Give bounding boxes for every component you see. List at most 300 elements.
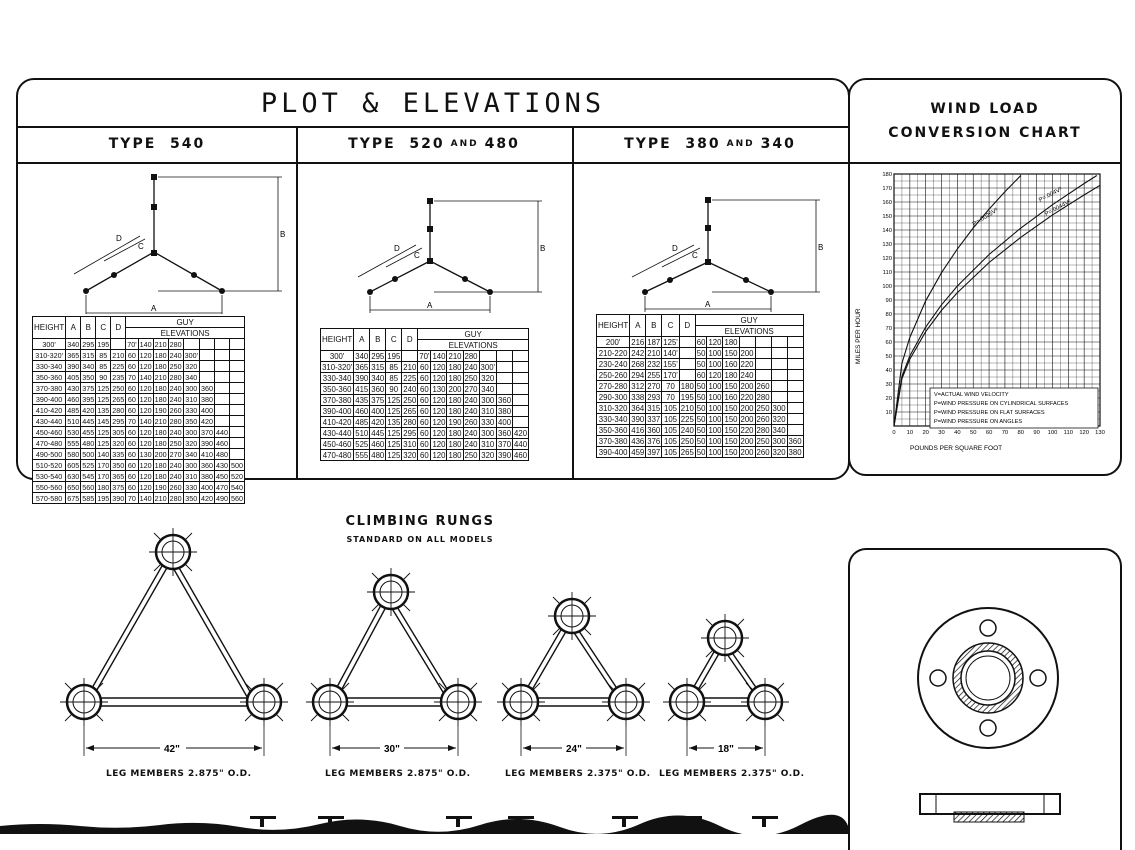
table-cell: 200 bbox=[740, 348, 754, 358]
table-cell: 310 bbox=[403, 439, 417, 449]
table-row bbox=[321, 351, 529, 362]
flange-top-view bbox=[918, 608, 1058, 748]
table-cell: 580 bbox=[67, 449, 80, 459]
table-cell bbox=[513, 373, 529, 384]
table-cell: 120 bbox=[139, 460, 152, 470]
table-cell: 380 bbox=[200, 394, 213, 404]
y-tick-label: 50 bbox=[885, 354, 892, 360]
col-d: D bbox=[679, 315, 695, 337]
height-cell: 330-340 bbox=[33, 361, 66, 372]
height-cell: 390-400 bbox=[321, 406, 354, 417]
table-cell: 120 bbox=[432, 417, 446, 427]
height-cell: 370-380 bbox=[597, 436, 630, 447]
rungs-subtitle: STANDARD ON ALL MODELS bbox=[346, 535, 494, 544]
table-cell: 460 bbox=[514, 450, 528, 460]
table-cell bbox=[787, 337, 803, 348]
table-cell: 100 bbox=[708, 348, 722, 358]
table-cell: 280 bbox=[169, 416, 182, 426]
type-prefix: TYPE bbox=[624, 136, 672, 152]
table-cell: 120 bbox=[432, 450, 446, 460]
table-cell: 280 bbox=[756, 392, 770, 402]
table-cell: 420 bbox=[514, 428, 528, 438]
table-cell: 145 bbox=[97, 416, 110, 426]
table-cell: 340 bbox=[355, 351, 369, 361]
table-cell: 60 bbox=[418, 428, 431, 439]
table-cell: 330 bbox=[183, 482, 199, 493]
table-cell bbox=[229, 339, 244, 350]
table-cell: 500 bbox=[230, 460, 243, 470]
table-cell: 390 bbox=[355, 373, 369, 383]
table-cell: 390 bbox=[200, 438, 213, 448]
height-cell: 350-360 bbox=[321, 384, 354, 395]
type-model-2: 480 bbox=[484, 136, 520, 152]
table-cell: 410 bbox=[200, 449, 213, 459]
table-cell: 300 bbox=[183, 460, 199, 471]
table-cell: 540 bbox=[230, 482, 243, 492]
table-cell: 390 bbox=[112, 493, 125, 503]
height-cell: 470-480 bbox=[33, 438, 66, 449]
dim-b-label: B bbox=[540, 244, 546, 253]
table-cell: 310 bbox=[183, 471, 199, 482]
table-row bbox=[33, 416, 245, 427]
table-cell: 490 bbox=[215, 493, 228, 503]
guy-table-540 bbox=[32, 316, 245, 504]
table-cell: 380 bbox=[788, 447, 802, 457]
table-row bbox=[597, 447, 804, 458]
table-cell: 210 bbox=[154, 372, 167, 382]
x-tick-label: 90 bbox=[1033, 430, 1040, 436]
table-cell: 300 bbox=[479, 428, 497, 439]
wind-title-line1: WIND LOAD bbox=[930, 101, 1040, 117]
table-cell: 180 bbox=[448, 395, 462, 405]
x-tick-label: 10 bbox=[906, 430, 914, 436]
table-cell bbox=[513, 417, 529, 428]
table-cell bbox=[787, 425, 803, 436]
table-cell: 520 bbox=[230, 471, 243, 481]
y-tick-label: 180 bbox=[882, 172, 892, 178]
table-cell: 365 bbox=[112, 471, 125, 481]
table-cell: 440 bbox=[514, 439, 528, 449]
table-cell: 585 bbox=[82, 493, 95, 503]
table-cell: 255 bbox=[647, 370, 661, 380]
table-cell: 180 bbox=[448, 450, 462, 460]
table-row bbox=[33, 449, 245, 460]
table-cell: 240 bbox=[464, 362, 478, 372]
x-tick-label: 60 bbox=[985, 430, 993, 436]
type-and: AND bbox=[726, 139, 755, 149]
table-cell: 180 bbox=[154, 383, 167, 393]
table-cell: 270 bbox=[169, 449, 182, 459]
table-cell bbox=[229, 361, 244, 372]
table-cell: 150 bbox=[724, 447, 738, 457]
curve-label: P=.004V² bbox=[1038, 186, 1064, 204]
col-c: C bbox=[662, 315, 680, 337]
table-cell: 555 bbox=[355, 450, 369, 460]
table-cell: 300 bbox=[772, 436, 786, 446]
height-cell: 450-460 bbox=[33, 427, 66, 438]
height-cell: 210-220 bbox=[597, 348, 630, 359]
table-cell: 180 bbox=[154, 460, 167, 470]
x-tick-label: 70 bbox=[1001, 430, 1009, 436]
table-cell bbox=[787, 370, 803, 381]
table-cell: 120 bbox=[432, 373, 446, 383]
table-row bbox=[33, 438, 245, 449]
table-cell bbox=[755, 359, 771, 370]
table-row bbox=[321, 373, 529, 384]
table-cell: 90 bbox=[386, 384, 402, 395]
table-cell: 60 bbox=[126, 438, 138, 449]
table-cell: 310 bbox=[479, 439, 497, 450]
table-cell: 130 bbox=[432, 384, 446, 394]
table-cell: 250 bbox=[756, 403, 770, 413]
rung-24 bbox=[497, 592, 650, 756]
rung-dim-label: 42" bbox=[164, 744, 180, 755]
table-cell bbox=[755, 337, 771, 348]
table-row bbox=[321, 384, 529, 395]
table-cell: 360 bbox=[647, 425, 661, 435]
table-cell: 50 bbox=[696, 447, 706, 457]
rung-42 bbox=[60, 528, 288, 756]
table-cell: 210 bbox=[154, 339, 167, 349]
table-cell: 210 bbox=[154, 416, 167, 426]
dim-d-label: D bbox=[116, 234, 122, 243]
table-cell: 294 bbox=[631, 370, 645, 380]
table-cell: 200 bbox=[740, 436, 754, 446]
table-cell: 420 bbox=[200, 416, 213, 426]
table-cell bbox=[787, 359, 803, 370]
table-cell: 180 bbox=[154, 394, 167, 404]
table-cell: 280 bbox=[169, 372, 182, 382]
type-model-2: 340 bbox=[760, 136, 796, 152]
table-cell: 460 bbox=[215, 438, 228, 448]
table-cell: 60 bbox=[126, 427, 138, 438]
table-cell: 105 bbox=[662, 436, 680, 447]
table-cell: 50 bbox=[696, 359, 706, 369]
table-cell: 397 bbox=[647, 447, 661, 457]
height-cell: 310-320' bbox=[322, 362, 353, 372]
table-cell: 60 bbox=[126, 383, 138, 394]
table-row bbox=[597, 370, 804, 381]
table-cell bbox=[229, 372, 244, 383]
table-cell: 320 bbox=[772, 414, 786, 424]
dim-a-label: A bbox=[151, 304, 157, 313]
table-cell: 195 bbox=[97, 339, 110, 349]
y-tick-label: 20 bbox=[885, 396, 892, 402]
table-cell: 310 bbox=[479, 406, 497, 417]
table-cell: 400 bbox=[498, 417, 512, 427]
type-model: 540 bbox=[170, 136, 206, 152]
col-elevations: ELEVATIONS bbox=[126, 328, 245, 339]
table-row bbox=[321, 362, 529, 373]
leg-members-label: LEG MEMBERS 2.875" O.D. bbox=[106, 769, 252, 779]
x-tick-label: 50 bbox=[970, 430, 977, 436]
table-cell: 510 bbox=[355, 428, 369, 438]
table-cell: 280 bbox=[403, 417, 417, 427]
table-cell: 160 bbox=[724, 392, 738, 402]
table-cell: 100 bbox=[708, 425, 722, 435]
flange-drawing bbox=[850, 550, 1116, 840]
table-cell: 50 bbox=[696, 403, 706, 413]
table-cell: 60 bbox=[418, 384, 431, 395]
dim-b-label: B bbox=[280, 230, 286, 239]
table-cell: 605 bbox=[67, 460, 80, 470]
table-cell: 295 bbox=[112, 416, 125, 426]
table-cell: 265 bbox=[680, 447, 694, 457]
rung-dim-label: 30" bbox=[384, 744, 400, 755]
table-cell: 125 bbox=[387, 406, 401, 416]
table-cell: 200 bbox=[448, 384, 462, 394]
height-cell: 410-420 bbox=[33, 405, 66, 416]
table-cell: 135 bbox=[97, 405, 110, 415]
table-cell: 315 bbox=[82, 350, 95, 360]
table-cell: 560 bbox=[230, 493, 243, 503]
height-cell: 370-380 bbox=[321, 395, 354, 406]
wind-load-panel bbox=[848, 78, 1122, 476]
table-cell: 100 bbox=[708, 436, 722, 446]
table-cell: 70 bbox=[126, 372, 138, 383]
legend-item: V=ACTUAL WIND VELOCITY bbox=[934, 392, 1009, 398]
table-row bbox=[33, 372, 245, 383]
table-cell bbox=[787, 403, 803, 414]
table-cell: 120 bbox=[139, 438, 152, 448]
table-row bbox=[321, 417, 529, 428]
table-cell: 200 bbox=[740, 403, 754, 413]
table-cell: 295 bbox=[403, 428, 417, 438]
table-cell: 120 bbox=[139, 405, 152, 415]
table-cell bbox=[214, 394, 229, 405]
col-c: C bbox=[386, 329, 402, 351]
table-cell: 340 bbox=[772, 425, 786, 435]
table-cell: 338 bbox=[631, 392, 645, 402]
table-cell: 50 bbox=[696, 392, 706, 402]
table-cell: 180 bbox=[448, 373, 462, 383]
table-cell: 120 bbox=[139, 361, 152, 371]
table-cell: 225 bbox=[112, 361, 125, 371]
table-cell bbox=[787, 348, 803, 359]
height-cell: 390-400 bbox=[33, 394, 66, 405]
x-tick-label: 40 bbox=[954, 430, 961, 436]
table-cell: 250 bbox=[756, 436, 770, 446]
table-cell: 240 bbox=[464, 428, 478, 438]
col-d: D bbox=[402, 329, 418, 351]
table-cell bbox=[787, 392, 803, 403]
height-cell: 410-420 bbox=[321, 417, 354, 428]
table-row bbox=[33, 350, 245, 361]
x-tick-label: 110 bbox=[1063, 430, 1073, 436]
table-cell: 350 bbox=[112, 460, 125, 470]
table-cell: 120 bbox=[139, 350, 152, 360]
height-cell: 510-520 bbox=[33, 460, 66, 471]
table-row bbox=[597, 436, 804, 447]
table-cell: 60 bbox=[418, 417, 431, 428]
table-cell: 60 bbox=[126, 460, 138, 471]
table-row bbox=[597, 414, 804, 425]
type-520-480-header bbox=[296, 126, 572, 164]
table-cell: 240 bbox=[464, 395, 478, 405]
table-cell: 455 bbox=[82, 427, 95, 437]
table-cell bbox=[183, 339, 199, 350]
table-cell: 480 bbox=[371, 450, 385, 460]
table-cell: 105 bbox=[662, 414, 680, 425]
y-tick-label: 40 bbox=[885, 368, 892, 374]
table-cell: 400 bbox=[371, 406, 385, 416]
table-cell: 195 bbox=[387, 351, 401, 361]
wind-title bbox=[850, 80, 1120, 164]
height-cell: 200' bbox=[597, 337, 630, 348]
table-cell: 340 bbox=[82, 361, 95, 371]
table-cell: 100 bbox=[708, 447, 722, 457]
table-cell bbox=[199, 350, 214, 361]
table-cell: 210 bbox=[154, 493, 167, 503]
table-cell: 120 bbox=[708, 370, 722, 380]
table-cell bbox=[111, 339, 126, 350]
table-cell: 125 bbox=[387, 450, 401, 460]
table-cell: 250 bbox=[169, 438, 182, 448]
table-cell: 85 bbox=[386, 373, 402, 384]
table-row bbox=[33, 394, 245, 405]
table-cell: 280 bbox=[112, 405, 125, 415]
col-guy: GUY bbox=[126, 317, 245, 328]
x-tick-label: 120 bbox=[1079, 430, 1089, 436]
table-cell: 150 bbox=[724, 414, 738, 424]
table-cell: 370 bbox=[498, 439, 512, 449]
table-cell bbox=[771, 348, 787, 359]
table-cell: 100 bbox=[708, 403, 722, 413]
table-row bbox=[597, 425, 804, 436]
table-cell: 60 bbox=[418, 395, 431, 406]
height-cell: 270-280 bbox=[597, 381, 630, 392]
table-cell: 220 bbox=[740, 425, 754, 435]
table-cell: 125' bbox=[663, 337, 678, 347]
col-a: A bbox=[630, 315, 646, 337]
table-cell bbox=[214, 339, 229, 350]
table-cell: 430 bbox=[215, 460, 228, 470]
table-cell: 140 bbox=[432, 351, 446, 361]
table-cell: 460 bbox=[355, 406, 369, 416]
table-cell: 430 bbox=[67, 383, 80, 393]
table-cell: 390 bbox=[67, 361, 80, 371]
table-cell bbox=[199, 372, 214, 383]
table-row bbox=[597, 392, 804, 403]
table-cell bbox=[771, 381, 787, 392]
height-cell: 450-460 bbox=[321, 439, 354, 450]
table-cell bbox=[787, 381, 803, 392]
table-cell: 100 bbox=[708, 381, 722, 391]
table-row bbox=[33, 361, 245, 372]
table-cell: 210 bbox=[403, 362, 417, 372]
table-cell: 216 bbox=[631, 337, 645, 347]
col-height: HEIGHT bbox=[33, 317, 66, 339]
wind-load-chart bbox=[850, 164, 1116, 464]
table-cell: 125 bbox=[387, 439, 401, 449]
col-b: B bbox=[81, 317, 96, 339]
chart-legend bbox=[930, 388, 1098, 428]
table-cell: 270 bbox=[464, 384, 478, 394]
table-cell: 315 bbox=[647, 403, 661, 413]
y-axis-label: MILES PER HOUR bbox=[855, 308, 862, 364]
table-cell: 375 bbox=[371, 395, 385, 405]
table-cell: 280 bbox=[756, 425, 770, 435]
table-cell: 435 bbox=[355, 395, 369, 405]
table-cell: 250 bbox=[112, 383, 125, 393]
table-cell: 370 bbox=[200, 427, 213, 437]
table-cell: 100 bbox=[708, 359, 722, 369]
table-cell: 60 bbox=[126, 394, 138, 405]
table-cell: 240 bbox=[464, 406, 478, 416]
col-height: HEIGHT bbox=[321, 329, 354, 351]
col-a: A bbox=[354, 329, 370, 351]
table-cell: 242 bbox=[631, 348, 645, 358]
table-cell: 225 bbox=[680, 414, 694, 424]
table-cell bbox=[771, 370, 787, 381]
table-cell: 240 bbox=[740, 370, 754, 380]
table-cell: 120 bbox=[432, 395, 446, 405]
table-cell: 180 bbox=[448, 428, 462, 438]
table-cell: 445 bbox=[82, 416, 95, 426]
table-cell: 50 bbox=[696, 414, 706, 424]
table-cell: 70 bbox=[126, 493, 138, 504]
col-elevations: ELEVATIONS bbox=[418, 340, 529, 351]
table-cell: 260 bbox=[169, 482, 182, 492]
table-cell bbox=[513, 384, 529, 395]
table-cell: 365 bbox=[355, 362, 369, 372]
height-cell: 430-440 bbox=[33, 416, 66, 427]
table-cell: 300 bbox=[772, 403, 786, 413]
y-tick-label: 150 bbox=[882, 214, 892, 220]
table-cell: 155' bbox=[663, 359, 678, 369]
height-cell: 250-260 bbox=[597, 370, 630, 381]
table-cell: 320 bbox=[772, 447, 786, 457]
y-tick-label: 100 bbox=[882, 284, 892, 290]
table-cell: 293 bbox=[647, 392, 661, 402]
table-cell bbox=[497, 362, 513, 373]
table-cell: 400 bbox=[200, 482, 213, 492]
table-row bbox=[33, 339, 245, 350]
table-cell: 125 bbox=[97, 427, 110, 437]
table-cell: 120 bbox=[708, 337, 722, 347]
table-cell: 60 bbox=[126, 361, 138, 372]
table-cell: 305 bbox=[112, 427, 125, 437]
table-cell: 320 bbox=[479, 450, 497, 461]
table-cell bbox=[229, 394, 244, 405]
table-cell: 100 bbox=[708, 392, 722, 402]
table-cell bbox=[199, 361, 214, 372]
height-cell: 290-300 bbox=[597, 392, 630, 403]
legend-item: P=WIND PRESSURE ON ANGLES bbox=[934, 419, 1023, 425]
table-cell: 530 bbox=[67, 427, 80, 437]
table-cell: 150 bbox=[724, 425, 738, 435]
table-cell: 260 bbox=[756, 447, 770, 457]
table-row bbox=[321, 395, 529, 406]
table-cell: 180 bbox=[448, 439, 462, 449]
table-cell: 200 bbox=[740, 447, 754, 457]
table-cell bbox=[755, 370, 771, 381]
table-cell: 70 bbox=[662, 392, 680, 403]
table-cell: 60 bbox=[126, 405, 138, 416]
table-row bbox=[33, 493, 245, 504]
table-cell: 295 bbox=[371, 351, 385, 361]
table-cell: 240 bbox=[169, 460, 182, 470]
table-cell bbox=[214, 416, 229, 427]
height-cell: 350-360 bbox=[33, 372, 66, 383]
table-cell bbox=[199, 339, 214, 350]
table-cell bbox=[214, 383, 229, 394]
table-cell: 480 bbox=[215, 449, 228, 459]
height-cell: 300' bbox=[321, 351, 354, 362]
table-cell: 260 bbox=[756, 414, 770, 424]
table-cell: 390 bbox=[631, 414, 645, 424]
table-row bbox=[321, 450, 529, 461]
